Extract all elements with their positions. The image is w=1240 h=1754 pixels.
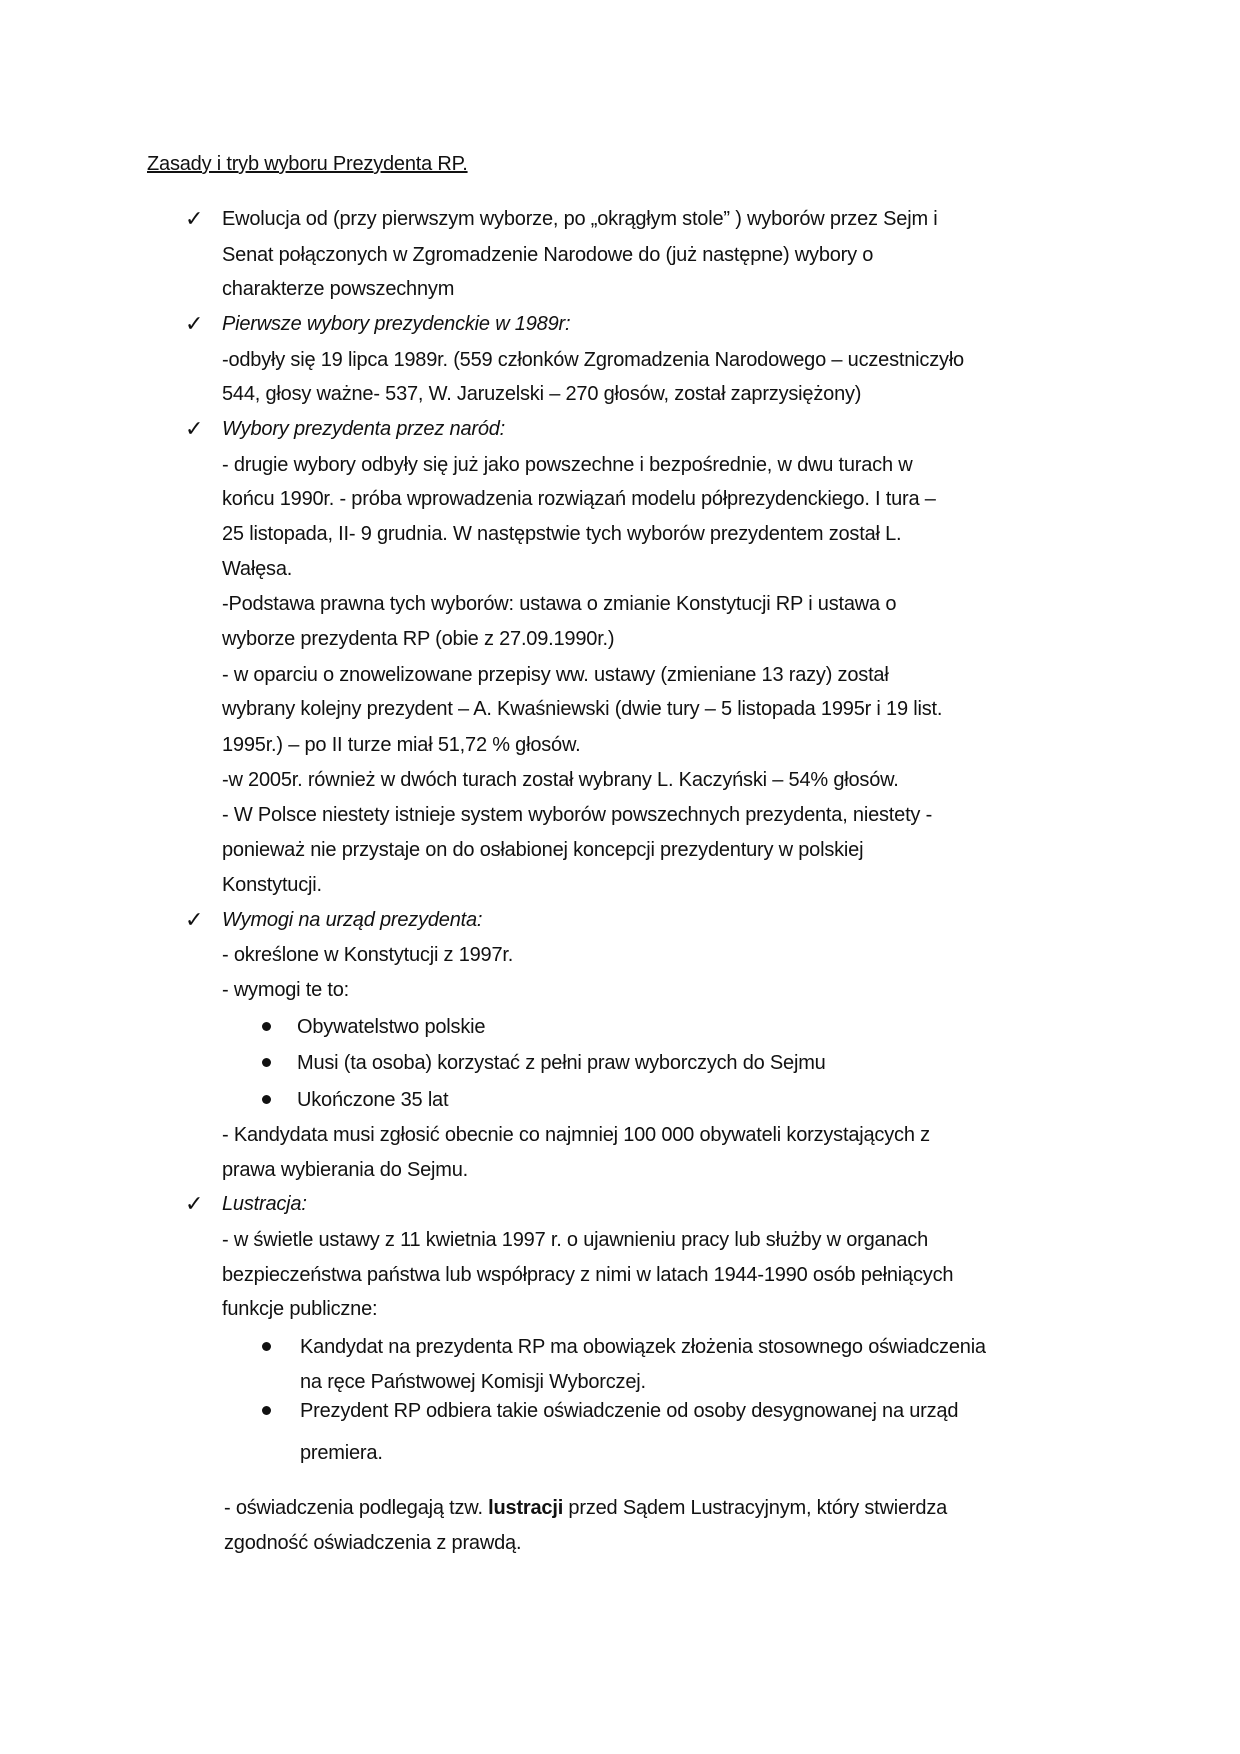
text-line: - w oparciu o znowelizowane przepisy ww. ustawy (zmieniane 13 razy) został [222, 664, 889, 686]
bullet-icon [262, 1342, 271, 1351]
section-heading: Wymogi na urząd prezydenta: [222, 909, 483, 931]
section-heading: Pierwsze wybory prezydenckie w 1989r: [222, 313, 571, 335]
checkmark-icon: ✓ [185, 1191, 204, 1216]
text-segment: - oświadczenia podlegają tzw. [224, 1497, 489, 1519]
text-line: Konstytucji. [222, 874, 322, 896]
text-line: Wałęsa. [222, 558, 293, 580]
bullet-icon [262, 1095, 271, 1104]
section-heading: Lustracja: [222, 1193, 307, 1215]
bullet-item-continuation: premiera. [300, 1442, 383, 1464]
bullet-item: Kandydat na prezydenta RP ma obowiązek złożenia stosownego oświadczenia [300, 1336, 986, 1358]
bullet-item-continuation: na ręce Państwowej Komisji Wyborczej. [300, 1371, 646, 1393]
bold-term: lustracji [488, 1497, 564, 1519]
checkmark-icon: ✓ [185, 206, 204, 231]
checkmark-icon: ✓ [185, 416, 204, 441]
section-heading: Wybory prezydenta przez naród: [222, 418, 506, 440]
text-line: funkcje publiczne: [222, 1298, 378, 1320]
text-line: Ewolucja od (przy pierwszym wyborze, po „okrągłym stole” ) wyborów przez Sejm i [222, 208, 938, 230]
text-line: 544, głosy ważne- 537, W. Jaruzelski – 270 głosów, został zaprzysiężony) [222, 383, 862, 405]
text-line-lustration [224, 1495, 947, 1521]
text-line: charakterze powszechnym [222, 278, 455, 300]
bullet-item: Ukończone 35 lat [297, 1089, 449, 1111]
text-line: -w 2005r. również w dwóch turach został wybrany L. Kaczyński – 54% głosów. [222, 769, 899, 791]
bullet-item: Prezydent RP odbiera takie oświadczenie od osoby desygnowanej na urząd [300, 1400, 959, 1422]
text-line: - w świetle ustawy z 11 kwietnia 1997 r. o ujawnieniu pracy lub służby w organach [222, 1229, 929, 1251]
bullet-item: Musi (ta osoba) korzystać z pełni praw wyborczych do Sejmu [297, 1052, 826, 1074]
text-line: Senat połączonych w Zgromadzenie Narodowe do (już następne) wybory o [222, 244, 874, 266]
checkmark-icon: ✓ [185, 311, 204, 336]
text-segment: przed Sądem Lustracyjnym, który stwierdza [563, 1497, 948, 1519]
text-line: wybrany kolejny prezydent – A. Kwaśniewski (dwie tury – 5 listopada 1995r i 19 list. [222, 698, 943, 720]
document-title: Zasady i tryb wyboru Prezydenta RP. [147, 153, 468, 175]
bullet-icon [262, 1058, 271, 1067]
text-line: - W Polsce niestety istnieje system wyborów powszechnych prezydenta, niestety - [222, 804, 933, 826]
text-line: - drugie wybory odbyły się już jako powszechne i bezpośrednie, w dwu turach w [222, 454, 913, 476]
text-line: 25 listopada, II- 9 grudnia. W następstwie tych wyborów prezydentem został L. [222, 523, 902, 545]
checkmark-icon: ✓ [185, 907, 204, 932]
text-line: 1995r.) – po II turze miał 51,72 % głosów. [222, 734, 581, 756]
text-line: - Kandydata musi zgłosić obecnie co najmniej 100 000 obywateli korzystających z [222, 1124, 930, 1146]
text-line: -Podstawa prawna tych wyborów: ustawa o zmianie Konstytucji RP i ustawa o [222, 593, 897, 615]
bullet-icon [262, 1022, 271, 1031]
text-line: zgodność oświadczenia z prawdą. [224, 1532, 522, 1554]
text-line: ponieważ nie przystaje on do osłabionej koncepcji prezydentury w polskiej [222, 839, 864, 861]
bullet-item: Obywatelstwo polskie [297, 1016, 486, 1038]
text-line: bezpieczeństwa państwa lub współpracy z nimi w latach 1944-1990 osób pełniących [222, 1264, 954, 1286]
text-line: końcu 1990r. - próba wprowadzenia rozwiązań modelu półprezydenckiego. I tura – [222, 488, 936, 510]
bullet-icon [262, 1406, 271, 1415]
text-line: prawa wybierania do Sejmu. [222, 1159, 469, 1181]
text-line: - określone w Konstytucji z 1997r. [222, 944, 514, 966]
text-line: - wymogi te to: [222, 979, 350, 1001]
text-line: wyborze prezydenta RP (obie z 27.09.1990r.) [222, 628, 615, 650]
text-line: -odbyły się 19 lipca 1989r. (559 członków Zgromadzenia Narodowego – uczestniczyło [222, 349, 964, 371]
